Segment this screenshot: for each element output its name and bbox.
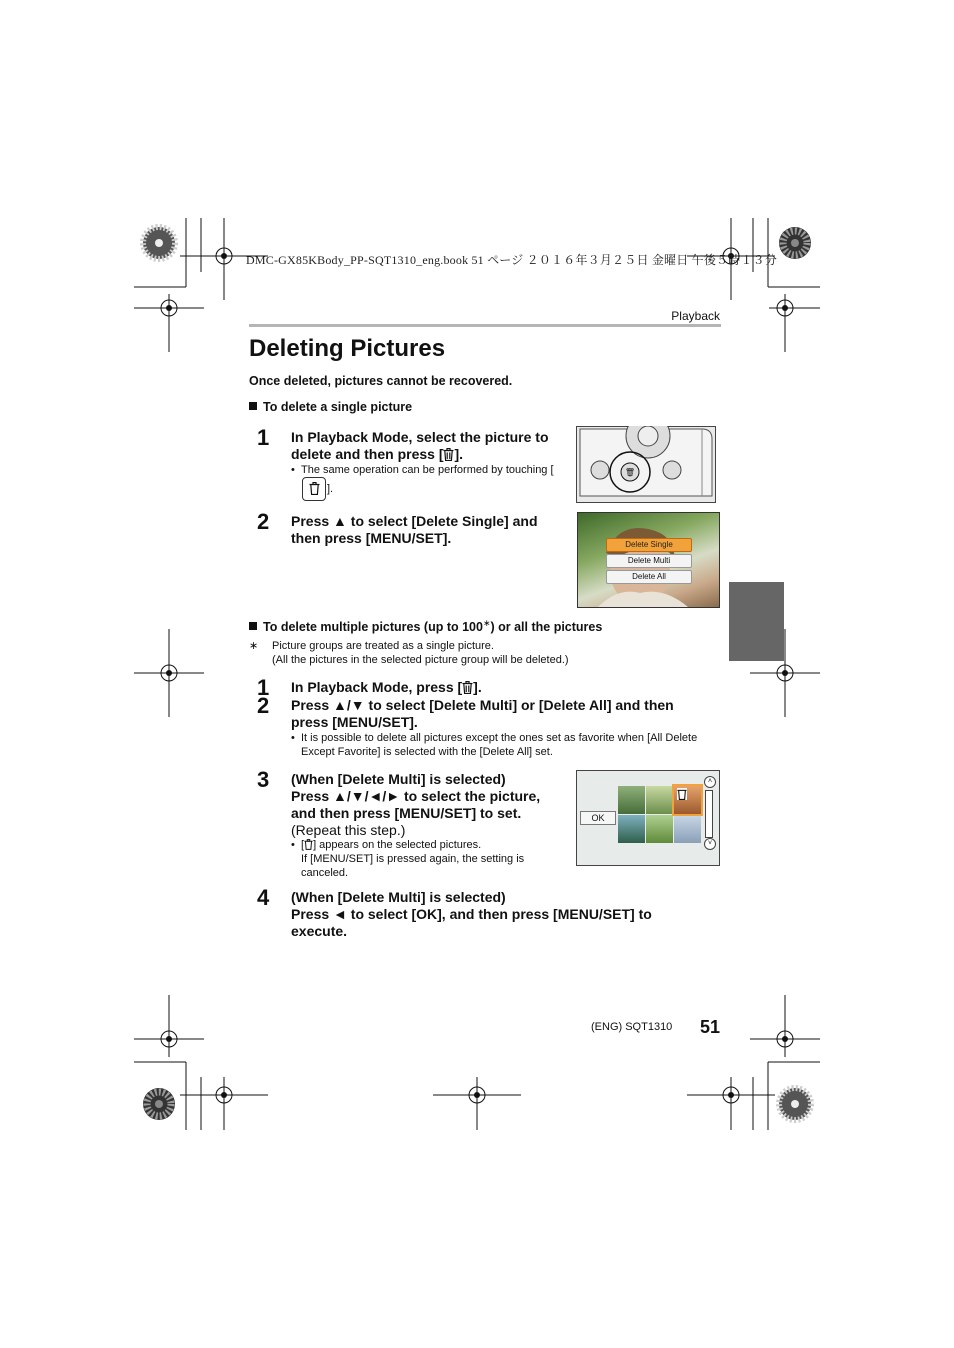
page-title: Deleting Pictures	[249, 335, 446, 362]
step-number: 2	[257, 509, 270, 534]
title-rule	[249, 324, 721, 327]
step-text: In Playback Mode, select the picture to delete and then press [ ].	[291, 429, 549, 462]
scroll-down-icon[interactable]: ˅	[704, 838, 716, 850]
thumbnail[interactable]	[646, 786, 673, 814]
step-number: 3	[257, 767, 270, 792]
step-note: • The same operation can be performed by touching [].	[291, 463, 576, 501]
step-number: 1	[257, 425, 270, 450]
section-label: Playback	[671, 309, 720, 323]
step-number: 4	[257, 885, 270, 910]
step-text: Press ▲/▼ to select [Delete Multi] or [Delete All] and then press [MENU/SET].	[291, 697, 674, 730]
multi-select-screen	[576, 770, 720, 866]
step-text: Press ▲ to select [Delete Single] and then press [MENU/SET].	[291, 513, 538, 546]
menu-item-delete-multi[interactable]: Delete Multi	[606, 554, 692, 568]
subhead-multi: To delete multiple pictures (up to 100∗) or all the pictures	[249, 618, 602, 634]
menu-item-delete-all[interactable]: Delete All	[606, 570, 692, 584]
ok-button[interactable]: OK	[580, 811, 616, 825]
square-bullet-icon	[249, 402, 257, 410]
menu-item-delete-single[interactable]: Delete Single	[606, 538, 692, 552]
thumbnail[interactable]	[618, 786, 645, 814]
thumbnail-selected[interactable]	[674, 786, 701, 814]
delete-menu-screen	[577, 512, 720, 608]
subhead-single: To delete a single picture	[249, 400, 412, 414]
trash-icon	[443, 448, 454, 461]
scrollbar[interactable]	[705, 790, 713, 838]
square-bullet-icon	[249, 622, 257, 630]
step-note: • It is possible to delete all pictures except the ones set as favorite when [All Delete Except Favorite] is selected with the [Delete All] set.	[291, 732, 698, 758]
print-header: DMC-GX85KBody_PP-SQT1310_eng.book 51 ページ ２０１６年３月２５日 金曜日 午後５時１３分	[246, 253, 778, 267]
trash-icon	[677, 788, 687, 800]
footnote: ∗ Picture groups are treated as a single picture. (All the pictures in the selected picture group will be deleted.)	[249, 640, 569, 666]
step-text: (When [Delete Multi] is selected) Press ◄ to select [OK], and then press [MENU/SET] to execute.	[291, 889, 652, 939]
touch-delete-icon	[302, 477, 326, 501]
scroll-up-icon[interactable]: ˄	[704, 776, 716, 788]
thumbnail-grid	[618, 786, 701, 844]
step-text: (When [Delete Multi] is selected) Press ▲/▼/◄/► to select the picture, and then press [MENU/SET] to set. (Repeat this step.)	[291, 771, 541, 838]
step-number: 2	[257, 693, 270, 718]
step-note: • [ ] appears on the selected pictures. If [MENU/SET] is pressed again, the setting is canceled.	[291, 839, 525, 879]
footer-code: (ENG) SQT1310	[591, 1021, 673, 1033]
chapter-tab	[729, 582, 784, 661]
warning-text: Once deleted, pictures cannot be recovered.	[249, 374, 513, 388]
thumbnail[interactable]	[618, 815, 645, 843]
step-number: 1	[257, 675, 270, 700]
thumbnail[interactable]	[646, 815, 673, 843]
trash-icon	[462, 681, 473, 694]
thumbnail[interactable]	[674, 815, 701, 843]
camera-back-illustration	[576, 426, 716, 503]
trash-icon	[304, 839, 313, 850]
step-text: In Playback Mode, press [ ].	[291, 679, 482, 695]
page-number: 51	[700, 1017, 721, 1037]
svg-text:🗑: 🗑	[624, 468, 636, 477]
